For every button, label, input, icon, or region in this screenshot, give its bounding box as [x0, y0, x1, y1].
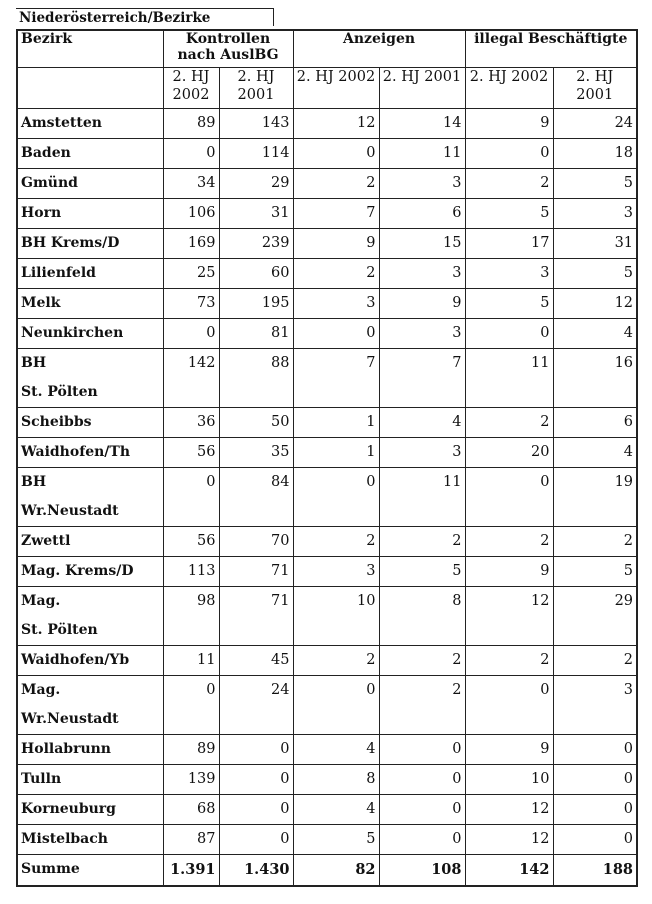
value-cell: 0 — [465, 468, 553, 527]
value-cell: 0 — [553, 765, 637, 795]
value-cell: 8 — [293, 765, 379, 795]
value-cell: 9 — [465, 109, 553, 139]
table-row — [17, 646, 637, 676]
value-cell: 3 — [293, 289, 379, 319]
value-cell: 29 — [219, 169, 293, 199]
value-cell: 20 — [465, 438, 553, 468]
bezirk-name: Mag. St. Pölten — [17, 587, 163, 646]
bezirk-name: Mag. Wr.Neustadt — [17, 676, 163, 735]
value-cell: 60 — [219, 259, 293, 289]
value-cell: 9 — [379, 289, 465, 319]
table-row — [17, 169, 637, 199]
value-cell: 142 — [163, 349, 219, 408]
value-cell: 36 — [163, 408, 219, 438]
table-row — [17, 139, 637, 169]
value-cell: 1 — [293, 408, 379, 438]
value-cell: 35 — [219, 438, 293, 468]
value-cell: 9 — [465, 557, 553, 587]
value-cell: 113 — [163, 557, 219, 587]
value-cell: 4 — [293, 795, 379, 825]
value-cell: 1.430 — [219, 855, 293, 887]
value-cell: 4 — [553, 319, 637, 349]
table-row — [17, 319, 637, 349]
value-cell: 56 — [163, 438, 219, 468]
value-cell: 3 — [465, 259, 553, 289]
value-cell: 24 — [553, 109, 637, 139]
value-cell: 81 — [219, 319, 293, 349]
table-row — [17, 199, 637, 229]
header-period: 2. HJ 2001 — [379, 68, 465, 109]
value-cell: 1.391 — [163, 855, 219, 887]
table-row — [17, 408, 637, 438]
value-cell: 2 — [293, 259, 379, 289]
value-cell: 0 — [163, 139, 219, 169]
header-illegal: illegal Beschäftigte — [465, 30, 637, 68]
value-cell: 2 — [465, 169, 553, 199]
value-cell: 17 — [465, 229, 553, 259]
bezirk-name: Scheibbs — [17, 408, 163, 438]
value-cell: 2 — [379, 646, 465, 676]
value-cell: 3 — [379, 259, 465, 289]
value-cell: 2 — [465, 527, 553, 557]
bezirk-name: Lilienfeld — [17, 259, 163, 289]
table-body — [17, 109, 637, 887]
bezirk-name: Mag. Krems/D — [17, 557, 163, 587]
value-cell: 143 — [219, 109, 293, 139]
value-cell: 0 — [465, 676, 553, 735]
header-bezirk: Bezirk — [17, 30, 163, 68]
value-cell: 4 — [293, 735, 379, 765]
value-cell: 10 — [293, 587, 379, 646]
bezirk-name: Mistelbach — [17, 825, 163, 855]
value-cell: 9 — [465, 735, 553, 765]
bezirk-name: Melk — [17, 289, 163, 319]
value-cell: 0 — [293, 139, 379, 169]
bezirk-name: Waidhofen/Yb — [17, 646, 163, 676]
value-cell: 29 — [553, 587, 637, 646]
value-cell: 3 — [553, 199, 637, 229]
bezirk-name: BH Krems/D — [17, 229, 163, 259]
value-cell: 139 — [163, 765, 219, 795]
value-cell: 108 — [379, 855, 465, 887]
value-cell: 18 — [553, 139, 637, 169]
table-row — [17, 676, 637, 735]
table-row — [17, 765, 637, 795]
value-cell: 5 — [379, 557, 465, 587]
value-cell: 0 — [219, 735, 293, 765]
value-cell: 0 — [163, 468, 219, 527]
value-cell: 14 — [379, 109, 465, 139]
value-cell: 106 — [163, 199, 219, 229]
value-cell: 5 — [553, 557, 637, 587]
header-period: 2. HJ 2002 — [465, 68, 553, 109]
header-kontrollen: Kontrollen nach AuslBG — [163, 30, 293, 68]
table-caption: Niederösterreich/Bezirke — [16, 8, 274, 26]
table-row — [17, 587, 637, 646]
value-cell: 9 — [293, 229, 379, 259]
value-cell: 2 — [553, 527, 637, 557]
value-cell: 87 — [163, 825, 219, 855]
bezirk-name: Tulln — [17, 765, 163, 795]
value-cell: 31 — [553, 229, 637, 259]
value-cell: 2 — [293, 169, 379, 199]
value-cell: 0 — [163, 319, 219, 349]
value-cell: 0 — [219, 795, 293, 825]
value-cell: 16 — [553, 349, 637, 408]
table-row — [17, 468, 637, 527]
header-period: 2. HJ 2002 — [293, 68, 379, 109]
value-cell: 12 — [465, 587, 553, 646]
value-cell: 89 — [163, 109, 219, 139]
value-cell: 8 — [379, 587, 465, 646]
value-cell: 3 — [293, 557, 379, 587]
bezirk-name: Horn — [17, 199, 163, 229]
value-cell: 7 — [293, 349, 379, 408]
value-cell: 0 — [379, 765, 465, 795]
value-cell: 2 — [379, 676, 465, 735]
table-row — [17, 109, 637, 139]
value-cell: 12 — [553, 289, 637, 319]
value-cell: 0 — [379, 795, 465, 825]
value-cell: 188 — [553, 855, 637, 887]
value-cell: 7 — [293, 199, 379, 229]
value-cell: 3 — [379, 319, 465, 349]
value-cell: 11 — [379, 139, 465, 169]
value-cell: 19 — [553, 468, 637, 527]
value-cell: 4 — [379, 408, 465, 438]
value-cell: 50 — [219, 408, 293, 438]
value-cell: 195 — [219, 289, 293, 319]
value-cell: 5 — [553, 169, 637, 199]
bezirk-name: Neunkirchen — [17, 319, 163, 349]
value-cell: 0 — [379, 825, 465, 855]
value-cell: 2 — [465, 646, 553, 676]
value-cell: 2 — [293, 527, 379, 557]
table-row — [17, 825, 637, 855]
value-cell: 6 — [553, 408, 637, 438]
value-cell: 73 — [163, 289, 219, 319]
bezirk-name: BH Wr.Neustadt — [17, 468, 163, 527]
header-empty-cell — [17, 68, 163, 109]
value-cell: 10 — [465, 765, 553, 795]
value-cell: 45 — [219, 646, 293, 676]
value-cell: 71 — [219, 587, 293, 646]
value-cell: 12 — [465, 825, 553, 855]
value-cell: 6 — [379, 199, 465, 229]
value-cell: 3 — [379, 438, 465, 468]
bezirk-name: Hollabrunn — [17, 735, 163, 765]
value-cell: 0 — [293, 676, 379, 735]
bezirk-name: Waidhofen/Th — [17, 438, 163, 468]
bezirk-name: Gmünd — [17, 169, 163, 199]
table-row — [17, 289, 637, 319]
value-cell: 142 — [465, 855, 553, 887]
header-period: 2. HJ 2001 — [219, 68, 293, 109]
value-cell: 0 — [163, 676, 219, 735]
value-cell: 56 — [163, 527, 219, 557]
value-cell: 25 — [163, 259, 219, 289]
value-cell: 0 — [219, 825, 293, 855]
table-row — [17, 735, 637, 765]
summe-row — [17, 855, 637, 887]
value-cell: 2 — [379, 527, 465, 557]
table-row — [17, 527, 637, 557]
statistics-table — [16, 29, 638, 887]
header-period: 2. HJ 2001 — [553, 68, 637, 109]
value-cell: 169 — [163, 229, 219, 259]
value-cell: 0 — [379, 735, 465, 765]
value-cell: 5 — [293, 825, 379, 855]
bezirk-name: BH St. Pölten — [17, 349, 163, 408]
value-cell: 5 — [465, 289, 553, 319]
value-cell: 2 — [293, 646, 379, 676]
table-row — [17, 349, 637, 408]
bezirk-name: Korneuburg — [17, 795, 163, 825]
value-cell: 71 — [219, 557, 293, 587]
value-cell: 0 — [293, 468, 379, 527]
value-cell: 98 — [163, 587, 219, 646]
value-cell: 5 — [465, 199, 553, 229]
value-cell: 11 — [163, 646, 219, 676]
header-row-groups — [17, 30, 637, 68]
value-cell: 3 — [553, 676, 637, 735]
bezirk-name: Baden — [17, 139, 163, 169]
header-anzeigen: Anzeigen — [293, 30, 465, 68]
value-cell: 11 — [465, 349, 553, 408]
value-cell: 114 — [219, 139, 293, 169]
table-row — [17, 438, 637, 468]
value-cell: 34 — [163, 169, 219, 199]
table-row — [17, 259, 637, 289]
bezirk-name: Amstetten — [17, 109, 163, 139]
value-cell: 68 — [163, 795, 219, 825]
value-cell: 0 — [553, 735, 637, 765]
value-cell: 70 — [219, 527, 293, 557]
table-row — [17, 795, 637, 825]
value-cell: 0 — [219, 765, 293, 795]
table-row — [17, 229, 637, 259]
value-cell: 89 — [163, 735, 219, 765]
value-cell: 82 — [293, 855, 379, 887]
value-cell: 24 — [219, 676, 293, 735]
value-cell: 3 — [379, 169, 465, 199]
value-cell: 12 — [293, 109, 379, 139]
value-cell: 84 — [219, 468, 293, 527]
value-cell: 2 — [553, 646, 637, 676]
value-cell: 88 — [219, 349, 293, 408]
value-cell: 5 — [553, 259, 637, 289]
value-cell: 0 — [465, 139, 553, 169]
bezirk-name: Zwettl — [17, 527, 163, 557]
header-period: 2. HJ 2002 — [163, 68, 219, 109]
value-cell: 0 — [465, 319, 553, 349]
value-cell: 15 — [379, 229, 465, 259]
value-cell: 0 — [553, 795, 637, 825]
value-cell: 0 — [293, 319, 379, 349]
value-cell: 0 — [553, 825, 637, 855]
value-cell: 4 — [553, 438, 637, 468]
value-cell: 2 — [465, 408, 553, 438]
value-cell: 12 — [465, 795, 553, 825]
value-cell: 7 — [379, 349, 465, 408]
header-row-periods — [17, 68, 637, 109]
value-cell: 239 — [219, 229, 293, 259]
value-cell: 11 — [379, 468, 465, 527]
bezirk-name: Summe — [17, 855, 163, 887]
table-row — [17, 557, 637, 587]
value-cell: 31 — [219, 199, 293, 229]
value-cell: 1 — [293, 438, 379, 468]
